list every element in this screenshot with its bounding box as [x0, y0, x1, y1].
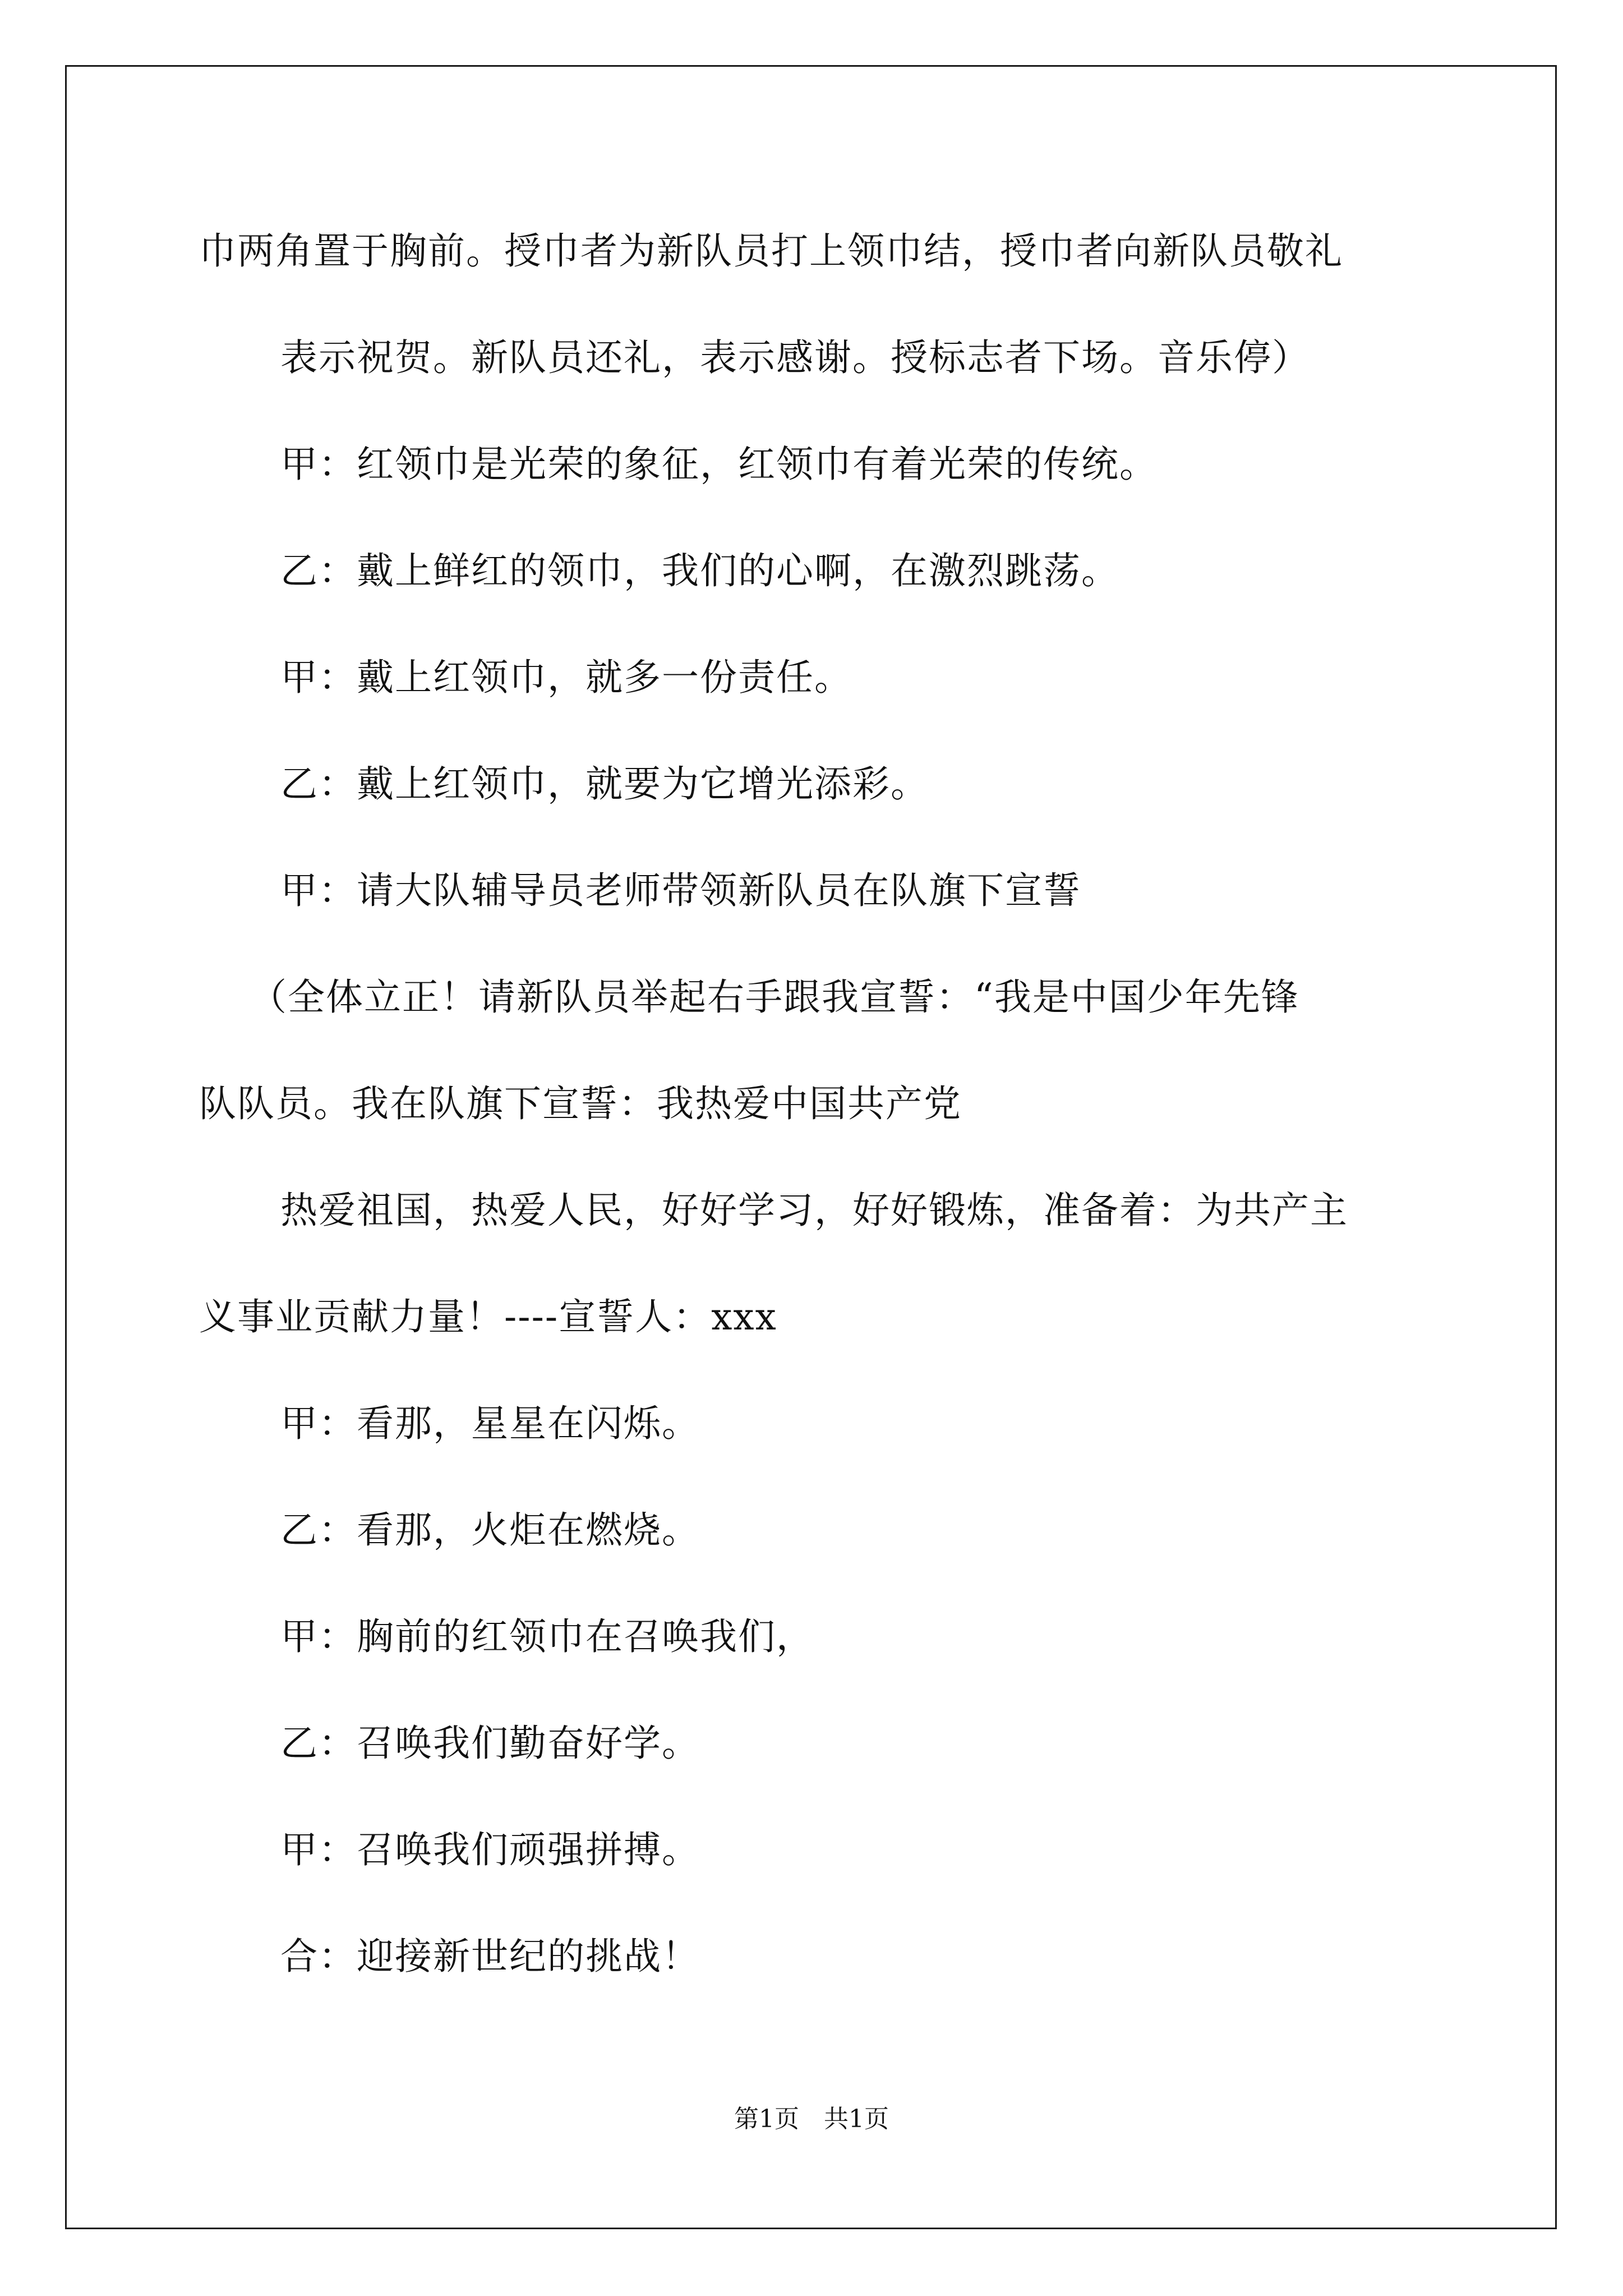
text-line-12: 甲：看那，星星在闪烁。 [280, 1402, 700, 1445]
text-line-10: 热爱祖国，热爱人民，好好学习，好好锻炼，准备着：为共产主 [280, 1189, 1348, 1232]
text-line-17: 合：迎接新世纪的挑战！ [280, 1935, 700, 1978]
text-line-2: 表示祝贺。新队员还礼，表示感谢。授标志者下场。音乐停） [280, 336, 1310, 379]
text-line-11: 义事业贡献力量！----宣誓人：xxx [199, 1295, 777, 1338]
text-line-3: 甲：红领巾是光荣的象征，红领巾有着光荣的传统。 [280, 443, 1158, 486]
text-line-8: （全体立正！请新队员举起右手跟我宣誓：“我是中国少年先锋 [250, 976, 1299, 1019]
text-line-13: 乙：看那，火炬在燃烧。 [280, 1508, 700, 1552]
text-line-7: 甲：请大队辅导员老师带领新队员在队旗下宣誓 [280, 869, 1081, 912]
text-line-9: 队队员。我在队旗下宣誓：我热爱中国共产党 [199, 1082, 962, 1125]
text-line-6: 乙：戴上红领巾，就要为它增光添彩。 [280, 762, 929, 806]
text-line-15: 乙：召唤我们勤奋好学。 [280, 1722, 700, 1765]
text-line-5: 甲：戴上红领巾，就多一份责任。 [280, 656, 852, 699]
text-line-4: 乙：戴上鲜红的领巾，我们的心啊，在激烈跳荡。 [280, 549, 1119, 592]
text-line-14: 甲：胸前的红领巾在召唤我们， [280, 1615, 814, 1658]
page-border [65, 65, 1557, 2229]
page-number: 第1页 共1页 [734, 2105, 889, 2133]
text-line-1: 巾两角置于胸前。授巾者为新队员打上领巾结，授巾者向新队员敬礼 [199, 229, 1343, 273]
text-line-16: 甲：召唤我们顽强拼搏。 [280, 1828, 700, 1871]
